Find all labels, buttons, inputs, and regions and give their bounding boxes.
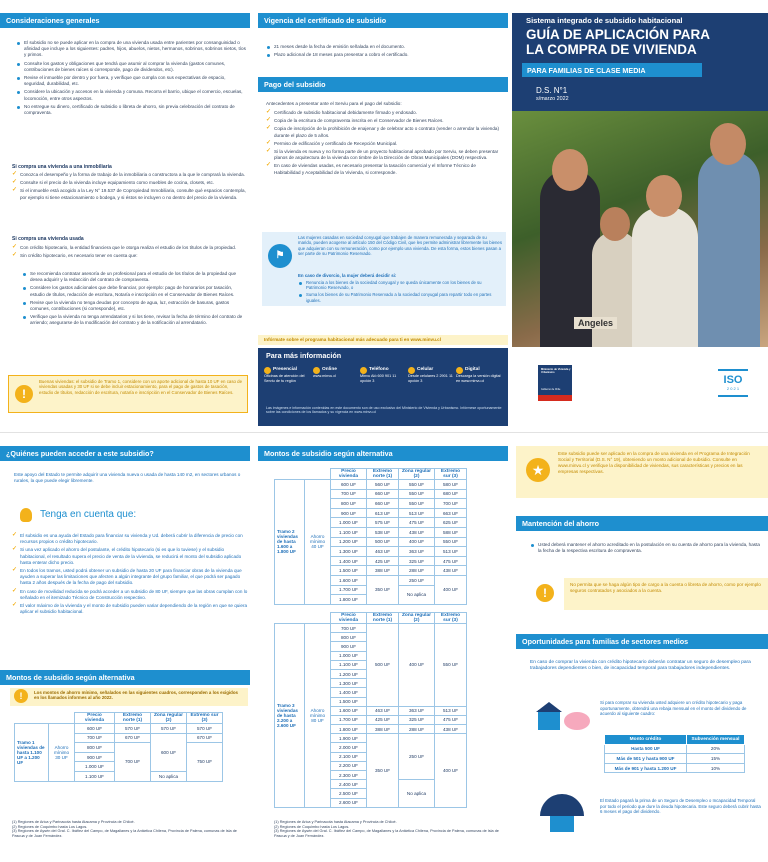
value-cell: 475 UF — [435, 556, 467, 566]
header-mantencion: Mantención del ahorro — [516, 516, 768, 531]
col-header: Zona regular (2) — [151, 713, 187, 724]
value-cell: 475 UF — [399, 518, 435, 528]
ahorro-label: Ahorro mínimo 30 UF — [49, 724, 75, 782]
value-cell: 750 UF — [187, 743, 223, 781]
piggy-bank-icon — [564, 712, 590, 730]
quienes-item: ✓ El valor máximo de la vivienda y el monto de subsidio pueden variar dependiendo de la región en que se quiera aplicar el subsidio habitacional. — [12, 603, 248, 615]
cover-subtitle: PARA FAMILIAS DE CLASE MEDIA — [527, 66, 646, 75]
star-icon: ★ — [526, 458, 550, 482]
footnote: (1) Regiones de Arica y Parinacota hasta Atacama y Provincia de Chiloé. — [12, 820, 135, 824]
footnote: (3) Regiones de Aysén del Gral. C. Ibáñez del Campo, de Magallanes y la Antártica Chilena, Provincia de Palena, comunas de Isla de Pascua y de Juan Fernández. — [274, 829, 499, 838]
value-cell: 580 UF — [435, 480, 467, 490]
iso-badge — [718, 369, 748, 397]
pago-item: ✓ En caso de viviendas usadas, es necesario presentar la tasación comercial y el Informe Técnico de Habitabilidad y Aceptabilidad de la Vivienda, si corresponde. — [266, 163, 502, 175]
precio-cell: 600 UF — [75, 724, 115, 734]
montos-note-text: Los montos de ahorro mínimo, señalados en las siguientes cuadros, corresponden a los exigidos en los llamados informes al año 2022. — [34, 690, 238, 701]
quienes-item: ✓ El subsidio es una ayuda del Estado para financiar su vivienda y Ud. deberá cubrir la diferencia de precio con recursos propios o crédito hipotecario. — [12, 533, 248, 545]
building-icon — [264, 367, 271, 374]
value-cell: 670 UF — [115, 733, 151, 743]
warning-icon: ! — [15, 385, 33, 403]
precio-cell: 1.100 UF — [331, 527, 367, 537]
footnotes-mid — [274, 820, 504, 838]
download-icon — [456, 367, 463, 374]
value-cell: 475 UF — [435, 715, 467, 724]
value-cell: 550 UF — [399, 499, 435, 509]
mant-list — [530, 542, 762, 556]
conyugal-text: Las mujeres casadas en sociedad conyugal que trabajen de manera remunerada y separada de su marido, pueden acogerse al artículo 150 del Código Civil, que les permite administrar libremente los bienes que adquieran con su remuneración, como por ejemplo una vivienda. De esta forma, estos bienes pasan a ser parte de su Patrimonio Reservado. — [298, 235, 502, 256]
gob-logo-stripe — [538, 395, 572, 401]
header-oportunidades: Oportunidades para familias de sectores medios — [516, 634, 768, 649]
value-cell: No aplica — [399, 780, 435, 808]
precio-cell: 1.000 UF — [331, 518, 367, 528]
cover-footer — [512, 347, 768, 427]
pago-item: ✓ Permiso de edificación y certificado de Recepción Municipal. — [266, 141, 502, 147]
precio-cell: 1.700 UF — [331, 715, 367, 724]
precio-cell: 800 UF — [331, 499, 367, 509]
quienes-list — [12, 533, 248, 617]
cover-date: s/marzo 2022 — [536, 96, 569, 102]
value-cell: 438 UF — [435, 566, 467, 576]
value-cell: 363 UF — [399, 547, 435, 557]
table-header-row — [275, 613, 467, 624]
value-cell: 613 UF — [367, 508, 399, 518]
usada-warning — [8, 375, 248, 413]
precio-cell: 1.800 UF — [331, 595, 367, 605]
col-header: Precio vivienda — [75, 713, 115, 724]
photo-person — [646, 175, 682, 217]
value-cell: 588 UF — [435, 527, 467, 537]
tramo-label: Tramo 3 viviendas de hasta 2.200 a 2.600 UF — [275, 624, 305, 808]
conyugal-icon: ⚑ — [268, 244, 292, 268]
vigencia-item: 21 meses desde la fecha de emisión señalada en el documento. — [266, 44, 502, 50]
cover-panel — [512, 13, 768, 427]
quienes-item: ✓ Si una vez aplicado el ahorro del postulante, el crédito hipotecario (si es que lo tuviese) y el subsidio habitacional, el resultado supera el precio de venta de la vivienda, se reducirá el monto del subsidio aplicado hasta enterar dicho precio. — [12, 547, 248, 566]
precio-cell: 1.300 UF — [331, 679, 367, 688]
table-row — [15, 724, 223, 734]
channel-desc: Descarga la versión digital en www.minvu.cl — [456, 374, 501, 383]
precio-cell: 600 UF — [331, 480, 367, 490]
precio-cell: 1.400 UF — [331, 688, 367, 697]
precio-cell: 1.500 UF — [331, 697, 367, 706]
cover-ds: D.S. N°1 — [536, 86, 568, 95]
quienes-text: Este apoyo del Estado te permite adquirir una vivienda nueva o usada de hasta 140 m2, en sectores urbanos o rurales, la que puede elegir libremente. — [14, 472, 241, 484]
final-text: El Estado pagará la prima de un Seguro de Desempleo o Incapacidad Temporal por todo el periodo que dure la deuda hipotecaria. Este seguro deberá cubrir hasta 6 meses el pago del dividendo. — [600, 798, 761, 815]
star-text: Este subsidio puede ser aplicado en la compra de una vivienda en el Programa de Integración Social y Territorial (D.S. N° 19), obteniendo un monto adicional de subsidio. Consulte en www.minvu.cl y verifique la disponibilidad de viviendas, sus características y precios en las empresas respectivas. — [558, 451, 750, 474]
house-icon — [538, 710, 560, 730]
pago-list — [266, 110, 502, 178]
table-row — [605, 763, 745, 773]
value-cell: 600 UF — [151, 733, 187, 771]
precio-cell: 1.000 UF — [331, 651, 367, 660]
value-cell: 550 UF — [399, 480, 435, 490]
value-cell: 438 UF — [435, 725, 467, 734]
usada-item: Considere los gastos adicionales que debe financiar, por ejemplo: pago de honorarios por tasación, estudio de títulos, redacción de escritura, Notaría e inscripción en el Conservador de Bienes Raíces. — [22, 285, 246, 297]
credit-cell: Más de 901 y hasta 1.200 UF — [605, 763, 687, 773]
quienes-item: ✓ En todos los tramos, usted podrá obtener un subsidio de hasta 20 UF para financiar obras de la vivienda que ayuden a superar las limitaciones que afecten a algún integrante del grupo familiar, el que podrá ser pagado hasta 2 años después de la fecha de pago del subsidio. — [12, 568, 248, 587]
cover-line1: Sistema integrado de subsidio habitacional — [526, 16, 683, 25]
value-cell: 350 UF — [367, 734, 399, 808]
usada-leads — [12, 245, 246, 261]
header-montos-left: Montos de subsidio según alternativa — [0, 670, 250, 685]
info-channels — [264, 367, 504, 403]
op-text2: Si para comprar su vivienda usted adquiere un crédito hipotecario y paga oportunamente, obtendrá una rebaja mensual en el monto del dividendo de acuerdo al siguiente cuadro: — [600, 700, 747, 717]
value-cell: 288 UF — [399, 725, 435, 734]
gob-logo-text: Ministerio de Vivienda y Urbanismo — [541, 368, 571, 374]
inmobiliaria-list — [12, 172, 246, 203]
precio-cell: 900 UF — [75, 752, 115, 762]
montos-note-box — [10, 688, 248, 706]
value-cell: 250 UF — [399, 575, 435, 585]
value-cell: 575 UF — [367, 518, 399, 528]
channel-title: Teléfono — [369, 367, 389, 372]
general-item: No entregue su dinero, certificado de subsidio o libreta de ahorro, sin previa celebración del contrato de compraventa. — [16, 104, 246, 116]
channel-title: Presencial — [273, 367, 298, 372]
precio-cell: 1.500 UF — [331, 566, 367, 576]
ahorro-label: Ahorro mínimo 40 UF — [305, 480, 331, 605]
table-header-row — [275, 469, 467, 480]
channel-title: Digital — [465, 367, 480, 372]
value-cell: 500 UF — [367, 537, 399, 547]
value-cell: 513 UF — [399, 508, 435, 518]
value-cell: 400 UF — [399, 537, 435, 547]
col-header: Extremo sur (3) — [187, 713, 223, 724]
value-cell: 463 UF — [367, 706, 399, 715]
precio-cell: 1.200 UF — [331, 537, 367, 547]
value-cell: 513 UF — [435, 547, 467, 557]
warning-icon: ! — [536, 584, 554, 602]
footnote: (3) Regiones de Aysén del Gral. C. Ibáñez del Campo, de Magallanes y la Antártica Chilena, Provincia de Palena, comunas de Isla de Pascua y de Juan Fernández. — [12, 829, 237, 838]
pago-item: ✓ Certificado de subsidio habitacional debidamente firmado y endosado. — [266, 110, 502, 116]
value-cell: 500 UF — [367, 624, 399, 707]
footnote: (1) Regiones de Arica y Parinacota hasta Atacama y Provincia de Chiloé. — [274, 820, 397, 824]
inmobiliaria-title: Si compra una vivienda a una inmobiliaria — [12, 164, 112, 170]
usada-item: Verifique que la vivienda no tenga arrendatarios y si los tiene, revisar la fecha de término del contrato de arriendo; asegurarse de la modificación del contrato y de la notificación al arrendatario. — [22, 314, 246, 326]
table-header-row — [15, 713, 223, 724]
table-row — [605, 754, 745, 764]
col-header: Subvención mensual — [687, 735, 745, 745]
header-vigencia: Vigencia del certificado de subsidio — [258, 13, 508, 28]
value-cell: 325 UF — [399, 556, 435, 566]
value-cell: 660 UF — [367, 489, 399, 499]
vigencia-item: Plazo adicional de 18 meses para presentar a cobro el certificado. — [266, 52, 502, 58]
mobile-icon — [408, 367, 415, 374]
photo-person — [552, 149, 588, 191]
percent-cell: 20% — [687, 744, 745, 754]
fold-divider — [0, 432, 768, 433]
channel-desc: Minvu Aló 600 901 11 opción 3 — [360, 374, 397, 383]
credit-cell: Hasta 500 UF — [605, 744, 687, 754]
gob-logo-sub: Gobierno de Chile — [541, 388, 561, 391]
umbrella-top — [540, 794, 584, 816]
table-dividendo — [604, 734, 745, 773]
photo-person — [710, 123, 746, 165]
col-header: Extremo norte (1) — [367, 469, 399, 480]
inmobiliaria-item: ✓ Consulte si el precio de la vivienda incluye equipamiento como muebles de cocina, closets, etc. — [12, 180, 246, 186]
precio-cell: 1.400 UF — [331, 556, 367, 566]
channel-online — [313, 367, 359, 379]
value-cell: 538 UF — [367, 527, 399, 537]
value-cell: 570 UF — [151, 724, 187, 734]
precio-cell: 1.900 UF — [331, 734, 367, 743]
info-header: Para más información — [266, 351, 342, 360]
col-header: Extremo sur (3) — [435, 469, 467, 480]
value-cell: 550 UF — [399, 489, 435, 499]
value-cell: 425 UF — [367, 556, 399, 566]
value-cell: 625 UF — [435, 518, 467, 528]
table-tramo3 — [274, 612, 467, 808]
value-cell: No aplica — [151, 771, 187, 781]
channel-desc: Desde celulares 2 2901 11 opción 3 — [408, 374, 453, 383]
channel-title: Online — [322, 367, 337, 372]
usada-title: Si compra una vivienda usada — [12, 236, 84, 242]
precio-cell: 1.200 UF — [331, 669, 367, 678]
precio-cell: 800 UF — [75, 743, 115, 753]
mant-warning — [543, 578, 768, 610]
general-item: El subsidio no se puede aplicar en la compra de una vivienda usada entre parientes por consanguinidad o afinidad que incluye a los siguientes: padres, hijos, abuelos, nietos, hermanos, sobrinos, sobrinos nietos, tíos y primos. — [16, 40, 246, 59]
precio-cell: 1.100 UF — [75, 771, 115, 781]
usada-lead: ✓ Sin crédito hipotecario, es necesario tener en cuenta que: — [12, 253, 246, 259]
conyugal-list — [298, 280, 502, 305]
value-cell: 425 UF — [367, 715, 399, 724]
pago-item: ✓ Si la vivienda es nueva y no forma parte de un proyecto habitacional aprobado por Serviu, se deben presentar planos de arquitectura de la vivienda con timbre de la Dirección de Obras Municipales (DOM) respectiva. — [266, 149, 502, 161]
lightbulb-icon — [20, 508, 32, 522]
info-panel — [258, 348, 508, 426]
table-tramo1 — [14, 712, 223, 782]
precio-cell: 700 UF — [75, 733, 115, 743]
pago-lead: Antecedentes a presentar ante el Serviu para el pago del subsidio: — [266, 101, 402, 106]
value-cell: No aplica — [399, 585, 435, 604]
conyugal-box — [262, 232, 506, 306]
tramo-label: Tramo 2 viviendas de hasta 1.600 a 1.800 UF — [275, 480, 305, 605]
usada-item: Revise que la vivienda no tenga deudas por concepto de agua, luz, extracción de basuras, gastos comunes, contribuciones (si corresponde), etc. — [22, 300, 246, 312]
pago-item: ✓ Copia de inscripción de la prohibición de enajenar y de celebrar acto o contrato (vender o arrendar la vivienda) durante el plazo de 5 años. — [266, 126, 502, 138]
precio-cell: 1.800 UF — [331, 725, 367, 734]
value-cell: 663 UF — [435, 508, 467, 518]
globe-icon — [313, 367, 320, 374]
col-header: Precio vivienda — [331, 613, 367, 624]
col-header: Precio vivienda — [331, 469, 367, 480]
credit-cell: Más de 501 y hasta 900 UF — [605, 754, 687, 764]
roof-icon — [536, 702, 562, 712]
col-header: Zona regular (2) — [399, 469, 435, 480]
value-cell: 550 UF — [435, 624, 467, 707]
value-cell: 388 UF — [367, 725, 399, 734]
header-pago: Pago del subsidio — [258, 77, 508, 92]
iso-text: ISO — [723, 374, 743, 386]
precio-cell: 700 UF — [331, 624, 367, 633]
general-item: Revise el inmueble por dentro y por fuera, y verifique que cumpla con sus expectativas de espacio, seguridad, durabilidad, etc. — [16, 75, 246, 87]
value-cell: 560 UF — [367, 480, 399, 490]
precio-cell: 2.500 UF — [331, 789, 367, 798]
value-cell: 513 UF — [435, 706, 467, 715]
info-note: Las imágenes e información contenidas en este documento son de uso exclusivo del Ministerio de Vivienda y Urbanismo. Infórmese oportunamente sobre las condiciones de los llamados y su vigencia en www.minvu.cl — [266, 406, 502, 415]
col-header: Extremo norte (1) — [115, 713, 151, 724]
tenga-title: Tenga en cuenta que: — [40, 509, 137, 520]
photo-person — [698, 151, 760, 347]
table-header-row — [605, 735, 745, 745]
ahorro-label: Ahorro mínimo 80 UF — [305, 624, 331, 808]
table-row — [275, 624, 467, 633]
usada-item: Se recomienda contratar asesoría de un profesional para el estudio de los títulos de la propiedad que desea adquirir y la redacción del contrato de compraventa. — [22, 271, 246, 283]
header-consideraciones: Consideraciones generales — [0, 13, 250, 28]
value-cell: 400 UF — [435, 575, 467, 604]
informate-bar — [258, 335, 508, 345]
footnote: (2) Regiones de Coquimbo hasta Los Lagos. — [274, 824, 350, 829]
precio-cell: 1.600 UF — [331, 575, 367, 585]
precio-cell: 2.100 UF — [331, 752, 367, 761]
channel-presencial — [264, 367, 312, 383]
value-cell: 463 UF — [367, 547, 399, 557]
tramo-label: Tramo 1 viviendas de hasta 1.100 UF a 1.200 UF — [15, 724, 49, 782]
value-cell: 250 UF — [399, 734, 435, 780]
col-header: Extremo norte (1) — [367, 613, 399, 624]
precio-cell: 1.300 UF — [331, 547, 367, 557]
conyugal-item: Suma los bienes de su Patrimonio Reservado a la sociedad conyugal para repartir todo en partes iguales. — [298, 292, 502, 302]
precio-cell: 900 UF — [331, 642, 367, 651]
general-item: Considere la ubicación y accesos en la vivienda y comuna. Recorra el barrio, ubique el comercio, escuelas, locomoción, entre otros aspectos. — [16, 89, 246, 101]
value-cell: 670 UF — [187, 733, 223, 743]
photo-person — [632, 207, 698, 347]
warning-icon: ! — [14, 689, 28, 703]
header-montos-mid: Montos de subsidio según alternativa — [258, 446, 508, 461]
value-cell: 288 UF — [399, 566, 435, 576]
cover-subtitle-bar — [522, 63, 702, 77]
value-cell: 438 UF — [399, 527, 435, 537]
general-list — [16, 40, 246, 118]
value-cell: 700 UF — [115, 743, 151, 781]
precio-cell: 2.300 UF — [331, 771, 367, 780]
photo-person — [600, 207, 630, 241]
piggy-house-icon — [536, 700, 592, 734]
header-quienes: ¿Quiénes pueden acceder a este subsidio? — [0, 446, 250, 461]
family-icon — [550, 816, 574, 832]
usada-lead: ✓ Con crédito hipotecario, la entidad financiera que le otorga realiza el estudio de los títulos de la propiedad. — [12, 245, 246, 251]
value-cell: 570 UF — [115, 724, 151, 734]
pago-item: ✓ Copia de la escritura de compraventa inscrita en el Conservador de Bienes Raíces. — [266, 118, 502, 124]
usada-warning-text: Buenas viviendas: el subsidio de Tramo 1, considere con un aporte adicional de hasta 10 UF en caso de viviendas usadas y 30 UF si se debe incluir estacionamiento, para el pago de gastos de tasación, estudio de títulos, redacción de escritura, notaría e inscripción en el Conservador de Bienes Raíces. — [39, 379, 243, 395]
value-cell: 363 UF — [399, 706, 435, 715]
conyugal-lead: En caso de divorcio, la mujer deberá decidir si: — [298, 273, 397, 278]
precio-cell: 2.200 UF — [331, 761, 367, 770]
iso-year: 2 0 2 1 — [726, 386, 740, 391]
precio-cell: 2.600 UF — [331, 798, 367, 807]
col-header: Monto crédito — [605, 735, 687, 745]
precio-cell: 1.600 UF — [331, 706, 367, 715]
usada-list — [22, 271, 246, 329]
value-cell: 325 UF — [399, 715, 435, 724]
channel-digital — [456, 367, 504, 383]
value-cell: 570 UF — [187, 724, 223, 734]
precio-cell: 1.000 UF — [75, 762, 115, 772]
precio-cell: 2.400 UF — [331, 780, 367, 789]
cover-sign-text: Angeles — [574, 317, 617, 329]
footnotes-left — [12, 820, 248, 838]
col-header: Zona regular (2) — [399, 613, 435, 624]
value-cell: 350 UF — [367, 575, 399, 604]
channel-desc: Oficinas de atención del Serviu de tu región — [264, 374, 305, 383]
precio-cell: 700 UF — [331, 489, 367, 499]
precio-cell: 1.700 UF — [331, 585, 367, 595]
informate-text: Infórmate sobre el programa habitacional más adecuado para ti en www.minvu.cl — [264, 337, 441, 342]
inmobiliaria-item: ✓ Conozca el desempeño y la forma de trabajo de la inmobiliaria o constructora a la que le comprará la vivienda. — [12, 172, 246, 178]
percent-cell: 10% — [687, 763, 745, 773]
table-tramo2 — [274, 468, 467, 605]
value-cell: 400 UF — [435, 734, 467, 808]
quienes-item: ✓ En caso de movilidad reducida se podrá acceder a un subsidio de 80 UF, siempre que las obras cumplan con lo señalado en el itemizado Técnico de Construcción respectivo. — [12, 589, 248, 601]
channel-telefono — [360, 367, 406, 383]
table-row — [275, 480, 467, 490]
value-cell: 550 UF — [435, 537, 467, 547]
precio-cell: 2.000 UF — [331, 743, 367, 752]
precio-cell: 1.100 UF — [331, 660, 367, 669]
channel-title: Celular — [417, 367, 434, 372]
footnote: (2) Regiones de Coquimbo hasta Los Lagos. — [12, 824, 88, 829]
table-row — [605, 744, 745, 754]
star-box — [516, 446, 768, 498]
cover-photo — [512, 111, 768, 347]
channel-desc: www.minvu.cl — [313, 374, 336, 378]
mant-item: Usted deberá mantener el ahorro acreditado en la postulación en su cuenta de ahorro para la vivienda, hasta la fecha de la respectiva escritura de compraventa. — [530, 542, 762, 554]
col-header: Extremo sur (3) — [435, 613, 467, 624]
value-cell: 660 UF — [367, 499, 399, 509]
general-item: Consulte los gastos y obligaciones que tendrá que asumir al comprar la vivienda (gastos comunes, contribuciones de bienes raíces si corresponde, pago de dividendos, etc). — [16, 61, 246, 73]
conyugal-item: Renuncia a los bienes de la sociedad conyugal y se queda únicamente con los bienes de su Patrimonio Reservado, o — [298, 280, 502, 290]
umbrella-icon — [540, 794, 584, 834]
value-cell: 388 UF — [367, 566, 399, 576]
cover-title: GUÍA DE APLICACIÓN PARA LA COMPRA DE VIVIENDA — [526, 27, 710, 57]
value-cell: 680 UF — [435, 489, 467, 499]
percent-cell: 15% — [687, 754, 745, 764]
vigencia-list — [266, 44, 502, 60]
precio-cell: 900 UF — [331, 508, 367, 518]
channel-celular — [408, 367, 454, 383]
precio-cell: 800 UF — [331, 633, 367, 642]
inmobiliaria-item: ✓ Si el inmueble está acogido a la Ley N° 19.537 de Copropiedad Inmobiliaria, consulte qué espacios contempla, por ejemplo si tiene estacionamiento o bodega, y si éstos se incluyen o no dentro del precio de la vivienda. — [12, 188, 246, 200]
phone-icon — [360, 367, 367, 374]
op-text: En caso de comprar la vivienda con crédito hipotecario deberán contratar un seguro de desempleo para trabajadores dependientes o bien, de incapacidad temporal para trabajadores independientes. — [530, 660, 751, 672]
value-cell: 400 UF — [399, 624, 435, 707]
value-cell: 700 UF — [435, 499, 467, 509]
mant-warning-text: No permita que se haga algún tipo de cargo a la cuenta o libreta de ahorro, como por ejemplo seguros contratados y asociados a la cuenta. — [570, 582, 761, 593]
